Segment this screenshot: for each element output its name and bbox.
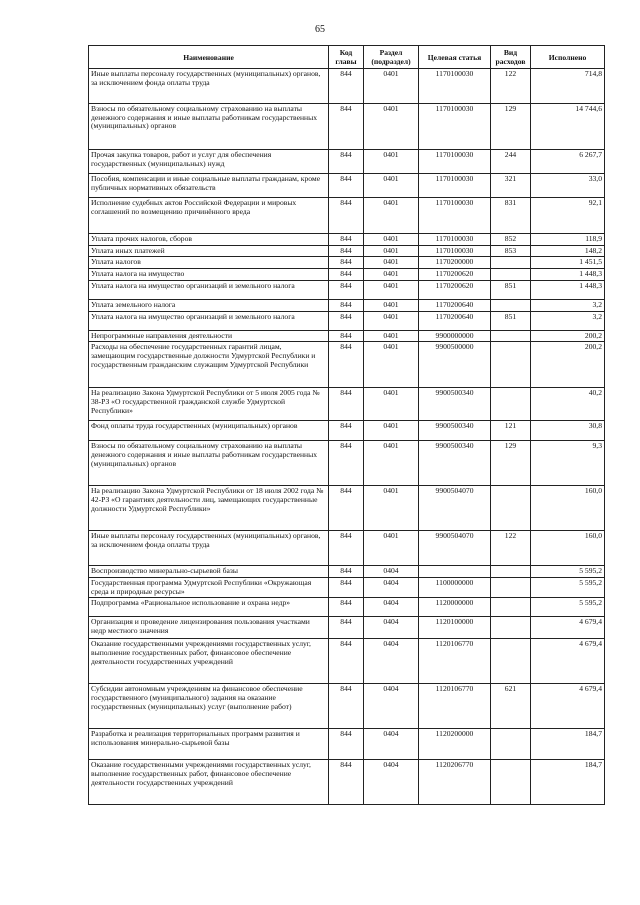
cell-name: Уплата прочих налогов, сборов	[89, 234, 329, 246]
table-header-row	[89, 46, 605, 69]
cell-executed: 160,0	[531, 486, 605, 531]
cell-executed: 200,2	[531, 342, 605, 388]
cell-code: 844	[329, 299, 364, 311]
cell-target: 1170100030	[419, 150, 491, 174]
cell-name: Иные выплаты персоналу государственных (муниципальных) органов, за исключением фонда оплаты труда	[89, 531, 329, 566]
cell-name: Субсидии автономным учреждениям на финансовое обеспечение государственного (муниципального) задания на оказание государственных (муниципальных) услуг (выполнение работ)	[89, 684, 329, 729]
table-row	[89, 342, 605, 388]
table-row	[89, 234, 605, 246]
cell-name: Уплата иных платежей	[89, 245, 329, 257]
cell-code: 844	[329, 441, 364, 486]
cell-executed: 5 595,2	[531, 577, 605, 597]
table-row	[89, 486, 605, 531]
header-type: Вид расходов	[491, 46, 531, 69]
cell-type: 321	[491, 174, 531, 198]
cell-executed: 9,3	[531, 441, 605, 486]
cell-section: 0401	[364, 198, 419, 234]
cell-section: 0401	[364, 150, 419, 174]
cell-target: 1170200620	[419, 280, 491, 299]
cell-executed: 5 595,2	[531, 598, 605, 617]
cell-type: 621	[491, 684, 531, 729]
cell-name: Подпрограмма «Рациональное использование и охрана недр»	[89, 598, 329, 617]
table-row	[89, 269, 605, 281]
cell-code: 844	[329, 311, 364, 330]
cell-target: 1170100030	[419, 69, 491, 104]
cell-code: 844	[329, 729, 364, 760]
cell-name: Фонд оплаты труда государственных (муниципальных) органов	[89, 421, 329, 441]
table-row	[89, 639, 605, 684]
cell-section: 0404	[364, 577, 419, 597]
cell-executed: 33,0	[531, 174, 605, 198]
table-row	[89, 69, 605, 104]
cell-code: 844	[329, 174, 364, 198]
cell-target: 1120206770	[419, 760, 491, 805]
cell-code: 844	[329, 69, 364, 104]
cell-section: 0401	[364, 531, 419, 566]
table-row	[89, 598, 605, 617]
cell-code: 844	[329, 639, 364, 684]
cell-name: Уплата земельного налога	[89, 299, 329, 311]
cell-type: 129	[491, 104, 531, 150]
cell-target: 1170200620	[419, 269, 491, 281]
cell-name: Расходы на обеспечение государственных гарантий лицам, замещающим государственные должности Удмуртской Республики и государственным гражданским служащим Удмуртской Республики	[89, 342, 329, 388]
cell-name: Воспроизводство минерально-сырьевой базы	[89, 566, 329, 578]
cell-type	[491, 299, 531, 311]
cell-target: 1100000000	[419, 577, 491, 597]
cell-code: 844	[329, 486, 364, 531]
cell-target: 9900500340	[419, 421, 491, 441]
cell-name: Организация и проведение лицензирования пользования участками недр местного значения	[89, 617, 329, 639]
table-row	[89, 174, 605, 198]
cell-type: 851	[491, 311, 531, 330]
cell-name: На реализацию Закона Удмуртской Республики от 5 июля 2005 года № 38-РЗ «О государственной гражданской службе Удмуртской Республики»	[89, 388, 329, 421]
header-executed: Исполнено	[531, 46, 605, 69]
cell-section: 0401	[364, 69, 419, 104]
cell-name: Исполнение судебных актов Российской Федерации и мировых соглашений по возмещению причинённого вреда	[89, 198, 329, 234]
cell-target: 9900504070	[419, 486, 491, 531]
cell-executed: 184,7	[531, 760, 605, 805]
cell-name: Взносы по обязательному социальному страхованию на выплаты денежного содержания и иные выплаты работникам государственных (муниципальных) органов	[89, 104, 329, 150]
cell-executed: 14 744,6	[531, 104, 605, 150]
cell-section: 0404	[364, 684, 419, 729]
cell-executed: 4 679,4	[531, 617, 605, 639]
cell-code: 844	[329, 234, 364, 246]
cell-target	[419, 566, 491, 578]
table-row	[89, 684, 605, 729]
cell-code: 844	[329, 280, 364, 299]
cell-section: 0404	[364, 760, 419, 805]
cell-name: Разработка и реализация территориальных программ развития и использования минерально-сырьевой базы	[89, 729, 329, 760]
cell-code: 844	[329, 531, 364, 566]
cell-target: 9900000000	[419, 330, 491, 342]
cell-name: Уплата налога на имущество	[89, 269, 329, 281]
cell-code: 844	[329, 598, 364, 617]
cell-executed: 92,1	[531, 198, 605, 234]
budget-table	[88, 45, 605, 805]
table-row	[89, 760, 605, 805]
cell-section: 0404	[364, 639, 419, 684]
cell-target: 1170100030	[419, 104, 491, 150]
cell-code: 844	[329, 104, 364, 150]
cell-executed: 200,2	[531, 330, 605, 342]
table-row	[89, 104, 605, 150]
cell-name: Уплата налогов	[89, 257, 329, 269]
cell-executed: 4 679,4	[531, 639, 605, 684]
cell-executed: 3,2	[531, 299, 605, 311]
cell-executed: 4 679,4	[531, 684, 605, 729]
cell-section: 0401	[364, 245, 419, 257]
cell-target: 9900500340	[419, 388, 491, 421]
cell-section: 0401	[364, 269, 419, 281]
cell-executed: 5 595,2	[531, 566, 605, 578]
cell-code: 844	[329, 760, 364, 805]
table-row	[89, 311, 605, 330]
cell-type: 853	[491, 245, 531, 257]
cell-type	[491, 598, 531, 617]
cell-name: Оказание государственными учреждениями государственных услуг, выполнение государственных работ, финансовое обеспечение деятельности государственных учреждений	[89, 639, 329, 684]
cell-code: 844	[329, 421, 364, 441]
cell-name: Иные выплаты персоналу государственных (муниципальных) органов, за исключением фонда оплаты труда	[89, 69, 329, 104]
cell-code: 844	[329, 342, 364, 388]
cell-executed: 30,8	[531, 421, 605, 441]
cell-type	[491, 639, 531, 684]
cell-target: 1120106770	[419, 684, 491, 729]
cell-executed: 40,2	[531, 388, 605, 421]
cell-target: 1170200640	[419, 311, 491, 330]
cell-target: 1170100030	[419, 234, 491, 246]
cell-section: 0404	[364, 566, 419, 578]
cell-type	[491, 566, 531, 578]
cell-type: 244	[491, 150, 531, 174]
cell-name: Прочая закупка товаров, работ и услуг для обеспечения государственных (муниципальных) нужд	[89, 150, 329, 174]
cell-code: 844	[329, 257, 364, 269]
cell-code: 844	[329, 330, 364, 342]
cell-target: 9900500000	[419, 342, 491, 388]
cell-name: Взносы по обязательному социальному страхованию на выплаты денежного содержания и иные выплаты работникам государственных (муниципальных) органов	[89, 441, 329, 486]
header-name: Наименование	[89, 46, 329, 69]
cell-target: 1170100030	[419, 174, 491, 198]
cell-executed: 3,2	[531, 311, 605, 330]
cell-name: На реализацию Закона Удмуртской Республики от 18 июля 2002 года № 42-РЗ «О гарантиях деятельности лиц, замещающих государственные должности Удмуртской Республики»	[89, 486, 329, 531]
cell-name: Пособия, компенсации и иные социальные выплаты гражданам, кроме публичных нормативных обязательств	[89, 174, 329, 198]
cell-name: Непрограммные направления деятельности	[89, 330, 329, 342]
cell-section: 0404	[364, 617, 419, 639]
table-row	[89, 531, 605, 566]
cell-name: Государственная программа Удмуртской Республики «Окружающая среда и природные ресурсы»	[89, 577, 329, 597]
cell-target: 1170200640	[419, 299, 491, 311]
table-row	[89, 330, 605, 342]
table-row	[89, 299, 605, 311]
table-row	[89, 198, 605, 234]
cell-type: 129	[491, 441, 531, 486]
cell-code: 844	[329, 198, 364, 234]
cell-target: 1170100030	[419, 198, 491, 234]
cell-type: 121	[491, 421, 531, 441]
cell-target: 1120100000	[419, 617, 491, 639]
table-body	[89, 69, 605, 805]
cell-code: 844	[329, 388, 364, 421]
cell-type	[491, 257, 531, 269]
cell-target: 1120200000	[419, 729, 491, 760]
cell-section: 0404	[364, 729, 419, 760]
table-row	[89, 257, 605, 269]
cell-type	[491, 617, 531, 639]
cell-type	[491, 342, 531, 388]
cell-executed: 6 267,7	[531, 150, 605, 174]
cell-section: 0401	[364, 280, 419, 299]
cell-code: 844	[329, 577, 364, 597]
page-number: 65	[315, 24, 325, 35]
cell-target: 1120000000	[419, 598, 491, 617]
cell-executed: 160,0	[531, 531, 605, 566]
cell-code: 844	[329, 617, 364, 639]
cell-section: 0404	[364, 598, 419, 617]
cell-name: Оказание государственными учреждениями государственных услуг, выполнение государственных работ, финансовое обеспечение деятельности государственных учреждений	[89, 760, 329, 805]
cell-type	[491, 330, 531, 342]
table-row	[89, 729, 605, 760]
cell-section: 0401	[364, 388, 419, 421]
table-row	[89, 150, 605, 174]
cell-executed: 184,7	[531, 729, 605, 760]
cell-target: 1170100030	[419, 245, 491, 257]
table-row	[89, 566, 605, 578]
cell-target: 9900504070	[419, 531, 491, 566]
table-row	[89, 421, 605, 441]
table-row	[89, 577, 605, 597]
cell-type	[491, 486, 531, 531]
cell-code: 844	[329, 269, 364, 281]
cell-section: 0401	[364, 441, 419, 486]
cell-section: 0401	[364, 299, 419, 311]
cell-section: 0401	[364, 311, 419, 330]
cell-type: 122	[491, 69, 531, 104]
cell-type	[491, 729, 531, 760]
table-row	[89, 280, 605, 299]
cell-section: 0401	[364, 174, 419, 198]
cell-section: 0401	[364, 342, 419, 388]
cell-executed: 1 451,5	[531, 257, 605, 269]
cell-type: 831	[491, 198, 531, 234]
cell-type	[491, 760, 531, 805]
cell-executed: 118,9	[531, 234, 605, 246]
header-target: Целевая статья	[419, 46, 491, 69]
cell-target: 1170200000	[419, 257, 491, 269]
cell-executed: 1 448,3	[531, 269, 605, 281]
cell-target: 9900500340	[419, 441, 491, 486]
cell-code: 844	[329, 245, 364, 257]
cell-executed: 714,8	[531, 69, 605, 104]
cell-name: Уплата налога на имущество организаций и земельного налога	[89, 311, 329, 330]
table-row	[89, 441, 605, 486]
cell-type: 851	[491, 280, 531, 299]
cell-target: 1120106770	[419, 639, 491, 684]
cell-section: 0401	[364, 257, 419, 269]
cell-type: 122	[491, 531, 531, 566]
cell-type: 852	[491, 234, 531, 246]
cell-section: 0401	[364, 421, 419, 441]
cell-section: 0401	[364, 104, 419, 150]
cell-executed: 1 448,3	[531, 280, 605, 299]
cell-type	[491, 388, 531, 421]
cell-code: 844	[329, 684, 364, 729]
table-row	[89, 388, 605, 421]
table-row	[89, 617, 605, 639]
cell-code: 844	[329, 150, 364, 174]
cell-section: 0401	[364, 486, 419, 531]
cell-type	[491, 269, 531, 281]
cell-executed: 148,2	[531, 245, 605, 257]
header-section: Раздел (подраздел)	[364, 46, 419, 69]
header-code: Код главы	[329, 46, 364, 69]
cell-section: 0401	[364, 234, 419, 246]
cell-name: Уплата налога на имущество организаций и земельного налога	[89, 280, 329, 299]
table-row	[89, 245, 605, 257]
cell-code: 844	[329, 566, 364, 578]
cell-type	[491, 577, 531, 597]
cell-section: 0401	[364, 330, 419, 342]
